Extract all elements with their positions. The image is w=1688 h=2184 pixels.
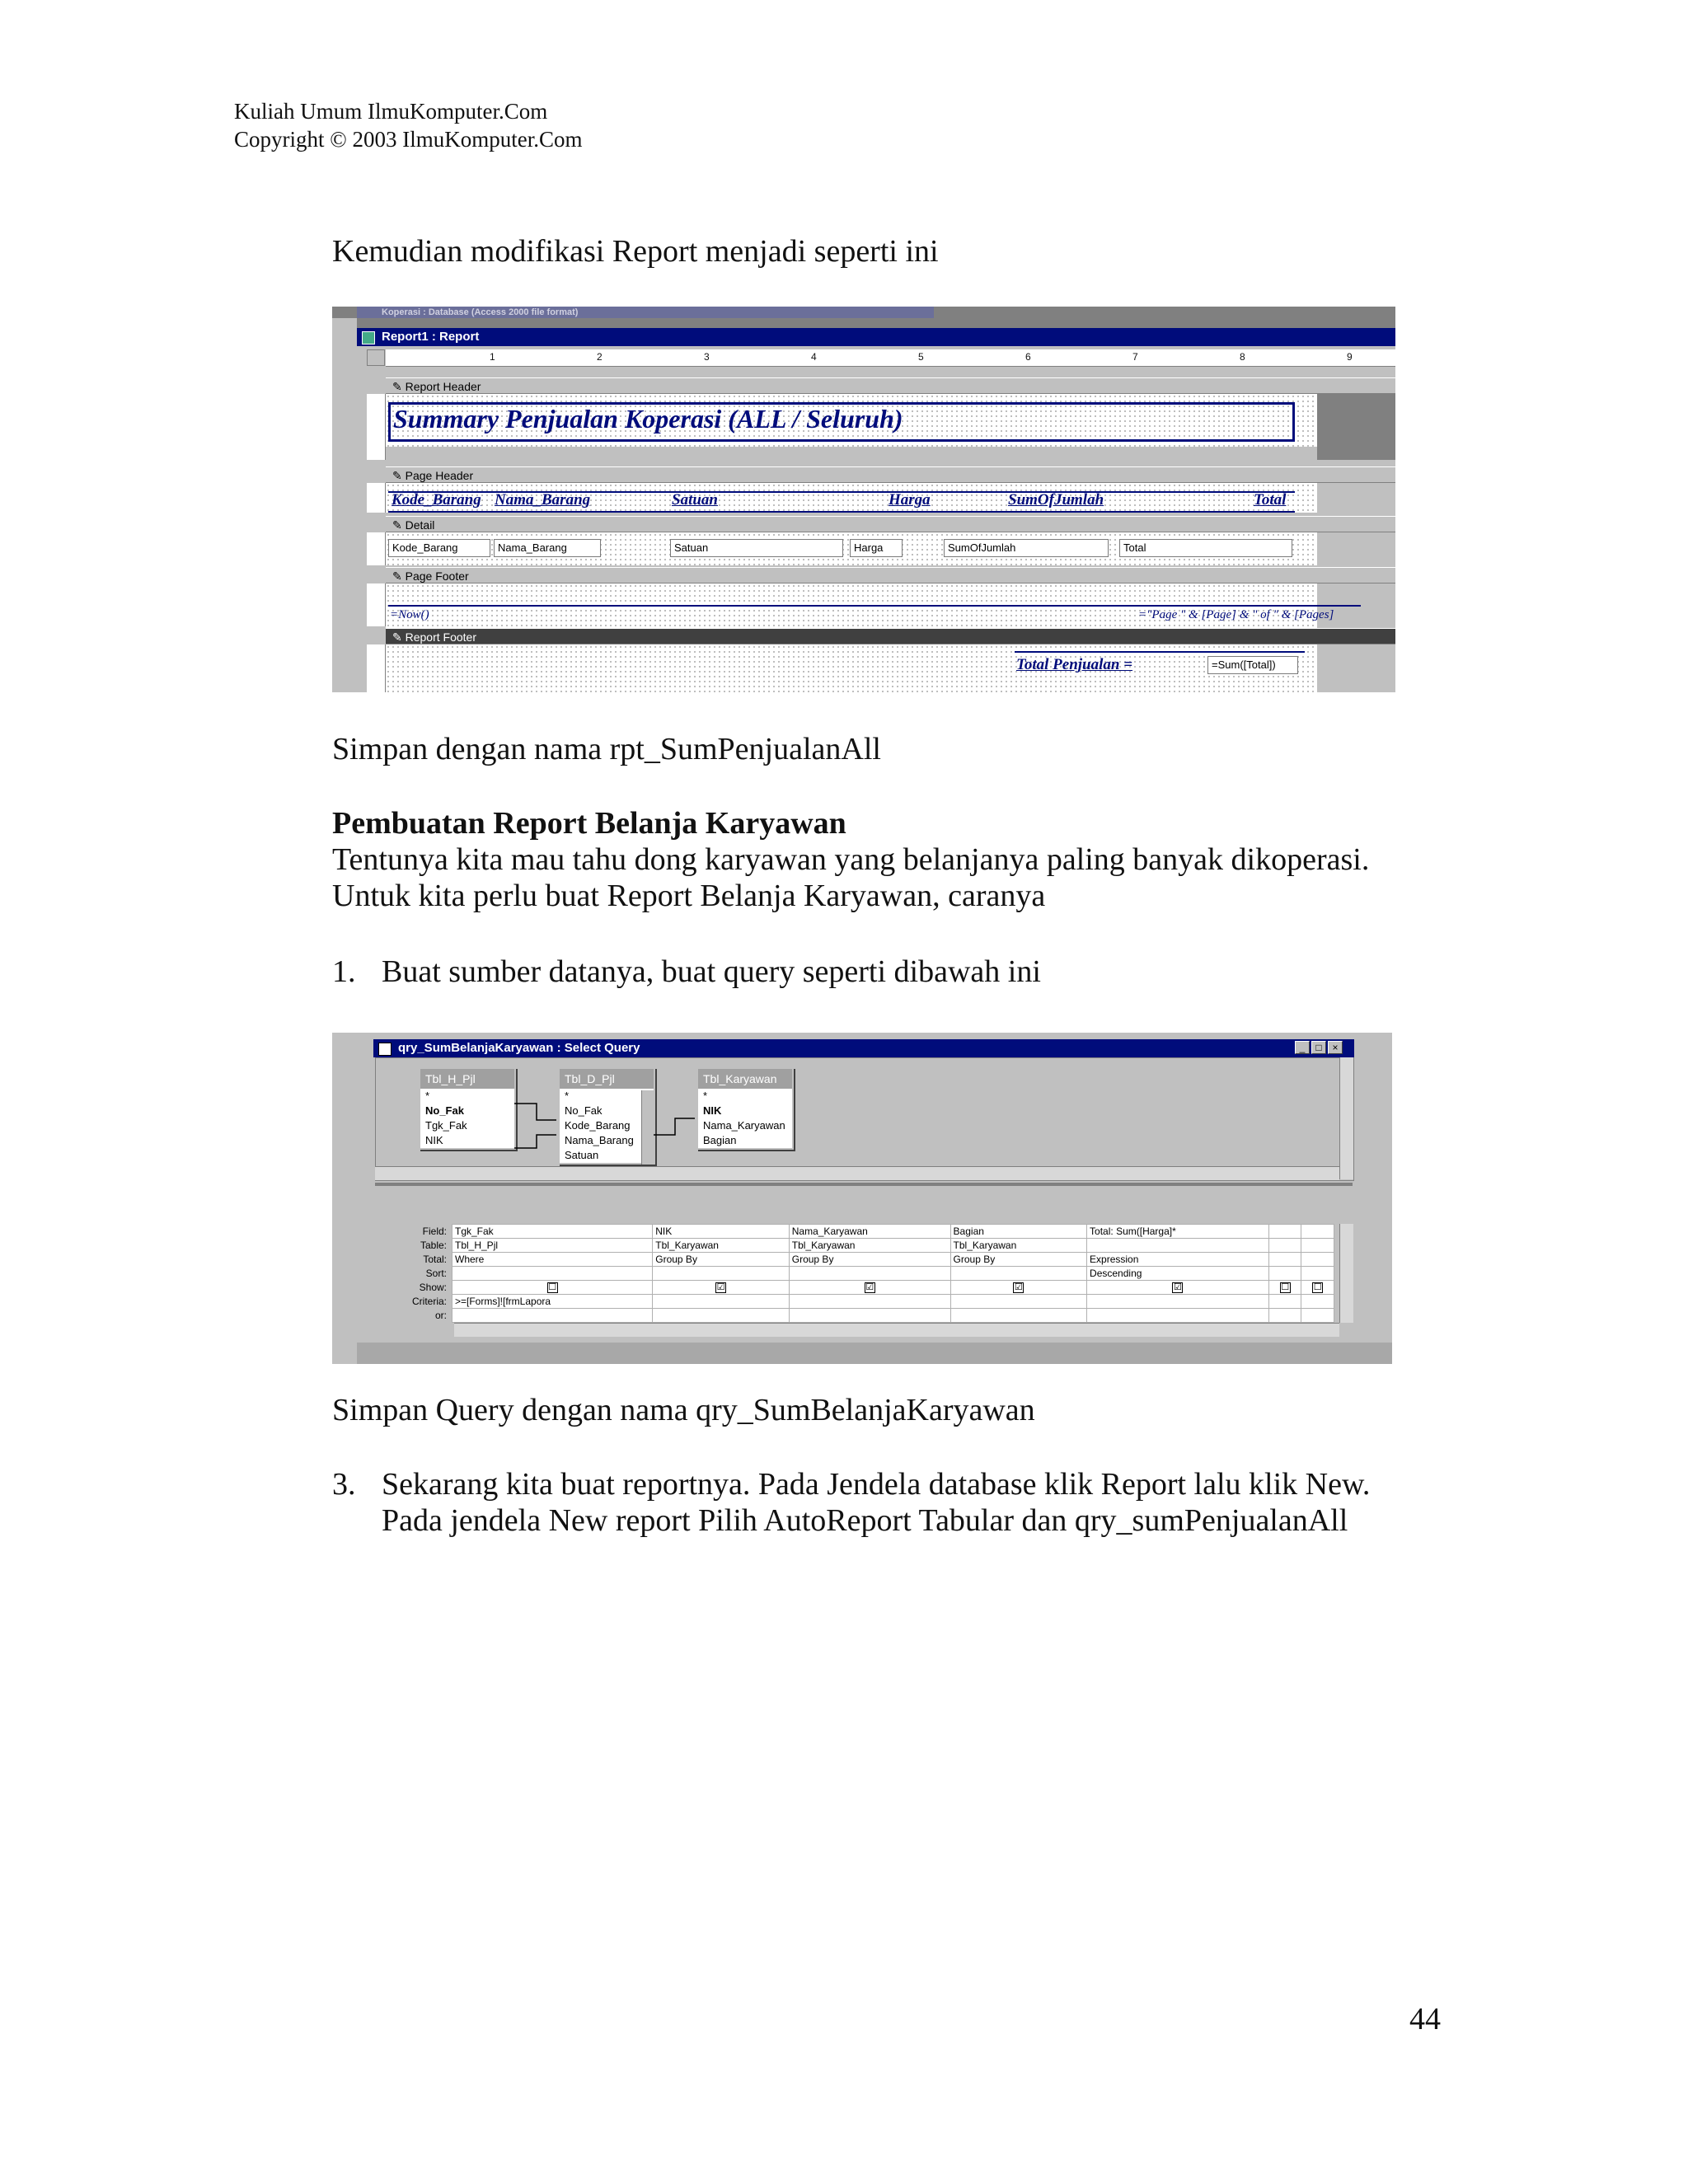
grid-cell[interactable] [1268,1225,1301,1239]
report-window-title: Report1 : Report [382,330,480,344]
table-tbl-h-pjl-title: Tbl_H_Pjl [420,1069,514,1089]
table-pane-vscroll[interactable] [1339,1057,1353,1179]
section-page-footer[interactable]: ✎ Page Footer [386,567,1395,583]
field-item[interactable]: No_Fak [565,1104,603,1117]
paragraph-intro-2-line-2: Untuk kita perlu buat Report Belanja Karyawan, caranya [332,879,1046,913]
vruler-report-footer [367,644,386,692]
checkbox-glyph[interactable]: ☑ [1014,1282,1023,1293]
database-window-titlebar [357,307,934,318]
section-page-footer-label: Page Footer [405,569,469,583]
label-kode-barang[interactable]: Kode_Barang [392,491,481,509]
grid-cell[interactable] [950,1309,1087,1323]
left-frame [332,318,357,692]
label-nama-barang[interactable]: Nama_Barang [495,491,591,509]
query-design-screenshot [332,1033,1392,1364]
grid-cell[interactable] [950,1267,1087,1281]
field-item[interactable]: Bagian [703,1134,737,1146]
section-report-header-label: Report Header [405,380,481,393]
ruler-number: 4 [811,351,817,363]
row-label: Sort: [378,1267,452,1281]
grid-cell[interactable]: Total: Sum([Harga]* [1087,1225,1269,1239]
grid-cell[interactable]: NIK [653,1225,790,1239]
grid-cell[interactable]: Where [452,1253,653,1267]
ruler-number: 1 [490,351,495,363]
table-tbl-karyawan-title: Tbl_Karyawan [698,1069,792,1089]
grid-cell[interactable] [1301,1239,1334,1253]
grid-cell[interactable]: Tgk_Fak [452,1225,653,1239]
paragraph-intro-2-line-1: Tentunya kita mau tahu dong karyawan yang belanjanya paling banyak dikoperasi. [332,842,1370,877]
ruler-corner [367,349,385,366]
field-item[interactable]: Tgk_Fak [425,1119,467,1132]
section-report-footer[interactable]: ✎ Report Footer [386,628,1395,644]
grid-cell[interactable]: Tbl_Karyawan [950,1239,1087,1253]
ruler-number: 8 [1240,351,1245,363]
field-item[interactable]: * [703,1090,708,1102]
grid-cell[interactable]: Tbl_Karyawan [789,1239,950,1253]
grid-cell[interactable]: Group By [653,1253,790,1267]
grid-cell[interactable] [789,1267,950,1281]
grid-cell[interactable]: Nama_Karyawan [789,1225,950,1239]
grid-cell[interactable] [1268,1309,1301,1323]
ruler-number: 3 [704,351,710,363]
grid-row-total [378,1253,1334,1267]
row-label: Criteria: [378,1295,452,1309]
field-item[interactable]: NIK [703,1104,722,1117]
table-tbl-d-pjl-title: Tbl_D_Pjl [560,1069,654,1089]
show-checkbox[interactable] [789,1281,950,1295]
grid-cell[interactable] [1268,1267,1301,1281]
field-item[interactable]: Nama_Barang [565,1134,634,1146]
show-checkbox[interactable] [452,1281,653,1295]
paragraph-save-report: Simpan dengan nama rpt_SumPenjualanAll [332,732,881,766]
grid-row-criteria [378,1295,1334,1309]
join-line-no-fak [514,1104,556,1120]
grid-cell[interactable] [1087,1239,1269,1253]
report-title-label[interactable]: Summary Penjualan Koperasi (ALL / Seluruh) [393,404,903,434]
row-label: Total: [378,1253,452,1267]
paragraph-intro: Kemudian modifikasi Report menjadi seperti ini [332,234,939,269]
section-report-footer-label: Report Footer [405,630,476,644]
ruler-number: 5 [918,351,924,363]
grid-cell[interactable] [1087,1295,1269,1309]
footer-page-field[interactable]: ="Page " & [Page] & " of " & [Pages] [1138,608,1334,621]
grid-vscroll[interactable] [1339,1224,1353,1323]
show-checkbox[interactable] [1087,1281,1269,1295]
field-item[interactable]: NIK [425,1134,443,1146]
report-icon [362,331,375,344]
join-line-karyawan [654,1118,695,1135]
field-harga[interactable]: Harga [850,539,903,557]
grid-cell[interactable]: >=[Forms]![frmLapora [452,1295,653,1309]
checkbox-glyph[interactable]: ☑ [716,1282,725,1293]
label-sumofjumlah[interactable]: SumOfJumlah [1008,491,1104,509]
grid-cell[interactable] [653,1267,790,1281]
grid-cell[interactable]: Bagian [950,1225,1087,1239]
checkbox-glyph[interactable]: ☐ [1281,1282,1290,1293]
grid-cell[interactable] [653,1295,790,1309]
field-sumofjumlah[interactable]: SumOfJumlah [944,539,1109,557]
label-total[interactable]: Total [1254,491,1287,509]
total-line [1015,651,1305,653]
ruler-number: 2 [597,351,603,363]
show-checkbox[interactable] [1268,1281,1301,1295]
field-item[interactable]: Kode_Barang [565,1119,631,1132]
field-total[interactable]: Total [1119,539,1292,557]
checkbox-glyph[interactable]: ☑ [1174,1282,1182,1293]
field-kode-barang[interactable]: Kode_Barang [388,539,490,557]
checkbox-glyph[interactable]: ☑ [865,1282,874,1293]
grid-cell[interactable] [789,1295,950,1309]
query-window-title: qry_SumBelanjaKaryawan : Select Query [398,1041,640,1055]
vruler-page-footer [367,583,386,626]
footer-line [388,605,1361,607]
section-detail-label: Detail [405,518,435,532]
field-nama-barang[interactable]: Nama_Barang [494,539,601,557]
grid-cell[interactable] [1301,1309,1334,1323]
show-checkbox[interactable] [1301,1281,1334,1295]
grid-hscroll[interactable] [454,1323,1339,1337]
step-3-text-line-2: Pada jendela New report Pilih AutoReport Tabular dan qry_sumPenjualanAll [382,1503,1348,1538]
grid-cell[interactable]: Tbl_Karyawan [653,1239,790,1253]
grid-cell[interactable] [1268,1253,1301,1267]
grid-row-field [378,1225,1334,1239]
show-checkbox[interactable] [653,1281,790,1295]
grid-cell[interactable] [1087,1309,1269,1323]
show-checkbox[interactable] [950,1281,1087,1295]
label-harga[interactable]: Harga [889,491,931,509]
section-heading: Pembuatan Report Belanja Karyawan [332,806,846,841]
section-detail[interactable]: ✎ Detail [386,516,1395,532]
header-line-1: Kuliah Umum IlmuKomputer.Com [234,99,548,124]
step-3-text-line-1: Sekarang kita buat reportnya. Pada Jendela database klik Report lalu klik New. [382,1467,1371,1502]
checkbox-glyph[interactable]: ☐ [1313,1282,1322,1293]
grid-row-table [378,1239,1334,1253]
grid-cell[interactable] [950,1295,1087,1309]
field-item[interactable]: Nama_Karyawan [703,1119,785,1132]
row-label: Field: [378,1225,452,1239]
grid-cell[interactable] [1301,1267,1334,1281]
grid-row-sort [378,1267,1334,1281]
footer-now-field[interactable]: =Now() [390,608,429,621]
ruler-number: 9 [1347,351,1353,363]
database-window-title: Koperasi : Database (Access 2000 file format) [382,307,579,317]
grid-cell[interactable] [452,1267,653,1281]
vruler-detail [367,532,386,565]
grid-cell[interactable]: Group By [950,1253,1087,1267]
horizontal-ruler [386,349,1395,367]
pane-splitter[interactable] [375,1183,1353,1186]
field-item[interactable]: * [425,1090,430,1102]
field-item[interactable]: No_Fak [425,1104,464,1117]
ruler-number: 7 [1132,351,1138,363]
grid-cell[interactable]: Tbl_H_Pjl [452,1239,653,1253]
report-window-titlebar[interactable] [357,328,1395,346]
ruler-number: 6 [1025,351,1031,363]
paragraph-save-query: Simpan Query dengan nama qry_SumBelanjaKaryawan [332,1393,1035,1427]
step-3-number: 3. [332,1467,356,1502]
section-page-header[interactable]: ✎ Page Header [386,466,1395,483]
grid-cell[interactable] [452,1309,653,1323]
vruler-report-header [367,394,386,460]
label-total-penjualan[interactable]: Total Penjualan = [1016,656,1133,673]
field-satuan[interactable]: Satuan [670,539,843,557]
label-satuan[interactable]: Satuan [672,491,718,509]
join-line-nik [514,1135,556,1148]
grid-cell[interactable] [1268,1295,1301,1309]
design-grid [378,1224,1334,1323]
grid-cell[interactable]: Descending [1087,1267,1269,1281]
section-report-header[interactable]: ✎ Report Header [386,377,1395,394]
table-pane-hscroll[interactable] [375,1166,1339,1180]
close-button[interactable]: × [1328,1041,1343,1054]
grid-cell[interactable] [1301,1253,1334,1267]
page-footer-area [386,583,1317,631]
grid-cell[interactable] [1301,1225,1334,1239]
field-item[interactable]: Satuan [565,1149,599,1161]
row-label: Table: [378,1239,452,1253]
field-sum-total[interactable]: =Sum([Total]) [1207,656,1298,674]
field-item[interactable]: * [565,1090,570,1102]
step-1-text: Buat sumber datanya, buat query seperti dibawah ini [382,954,1041,989]
maximize-button[interactable]: □ [1311,1041,1326,1054]
header-line-2: Copyright © 2003 IlmuKomputer.Com [234,127,583,152]
grid-cell[interactable] [653,1309,790,1323]
row-label: or: [378,1309,452,1323]
grid-cell[interactable] [789,1309,950,1323]
minimize-button[interactable]: _ [1295,1041,1310,1054]
grid-cell[interactable] [1301,1295,1334,1309]
grid-row-show [378,1281,1334,1295]
step-1-number: 1. [332,954,356,989]
page-number: 44 [1409,2002,1441,2036]
grid-cell[interactable]: Expression [1087,1253,1269,1267]
report-design-screenshot [332,307,1395,692]
section-page-header-label: Page Header [405,469,474,482]
row-label: Show: [378,1281,452,1295]
grid-cell[interactable] [1268,1239,1301,1253]
checkbox-glyph[interactable]: ☐ [548,1282,557,1293]
page-header [234,97,583,153]
grid-cell[interactable]: Group By [789,1253,950,1267]
grid-row-or [378,1309,1334,1323]
vruler-page-header [367,483,386,513]
